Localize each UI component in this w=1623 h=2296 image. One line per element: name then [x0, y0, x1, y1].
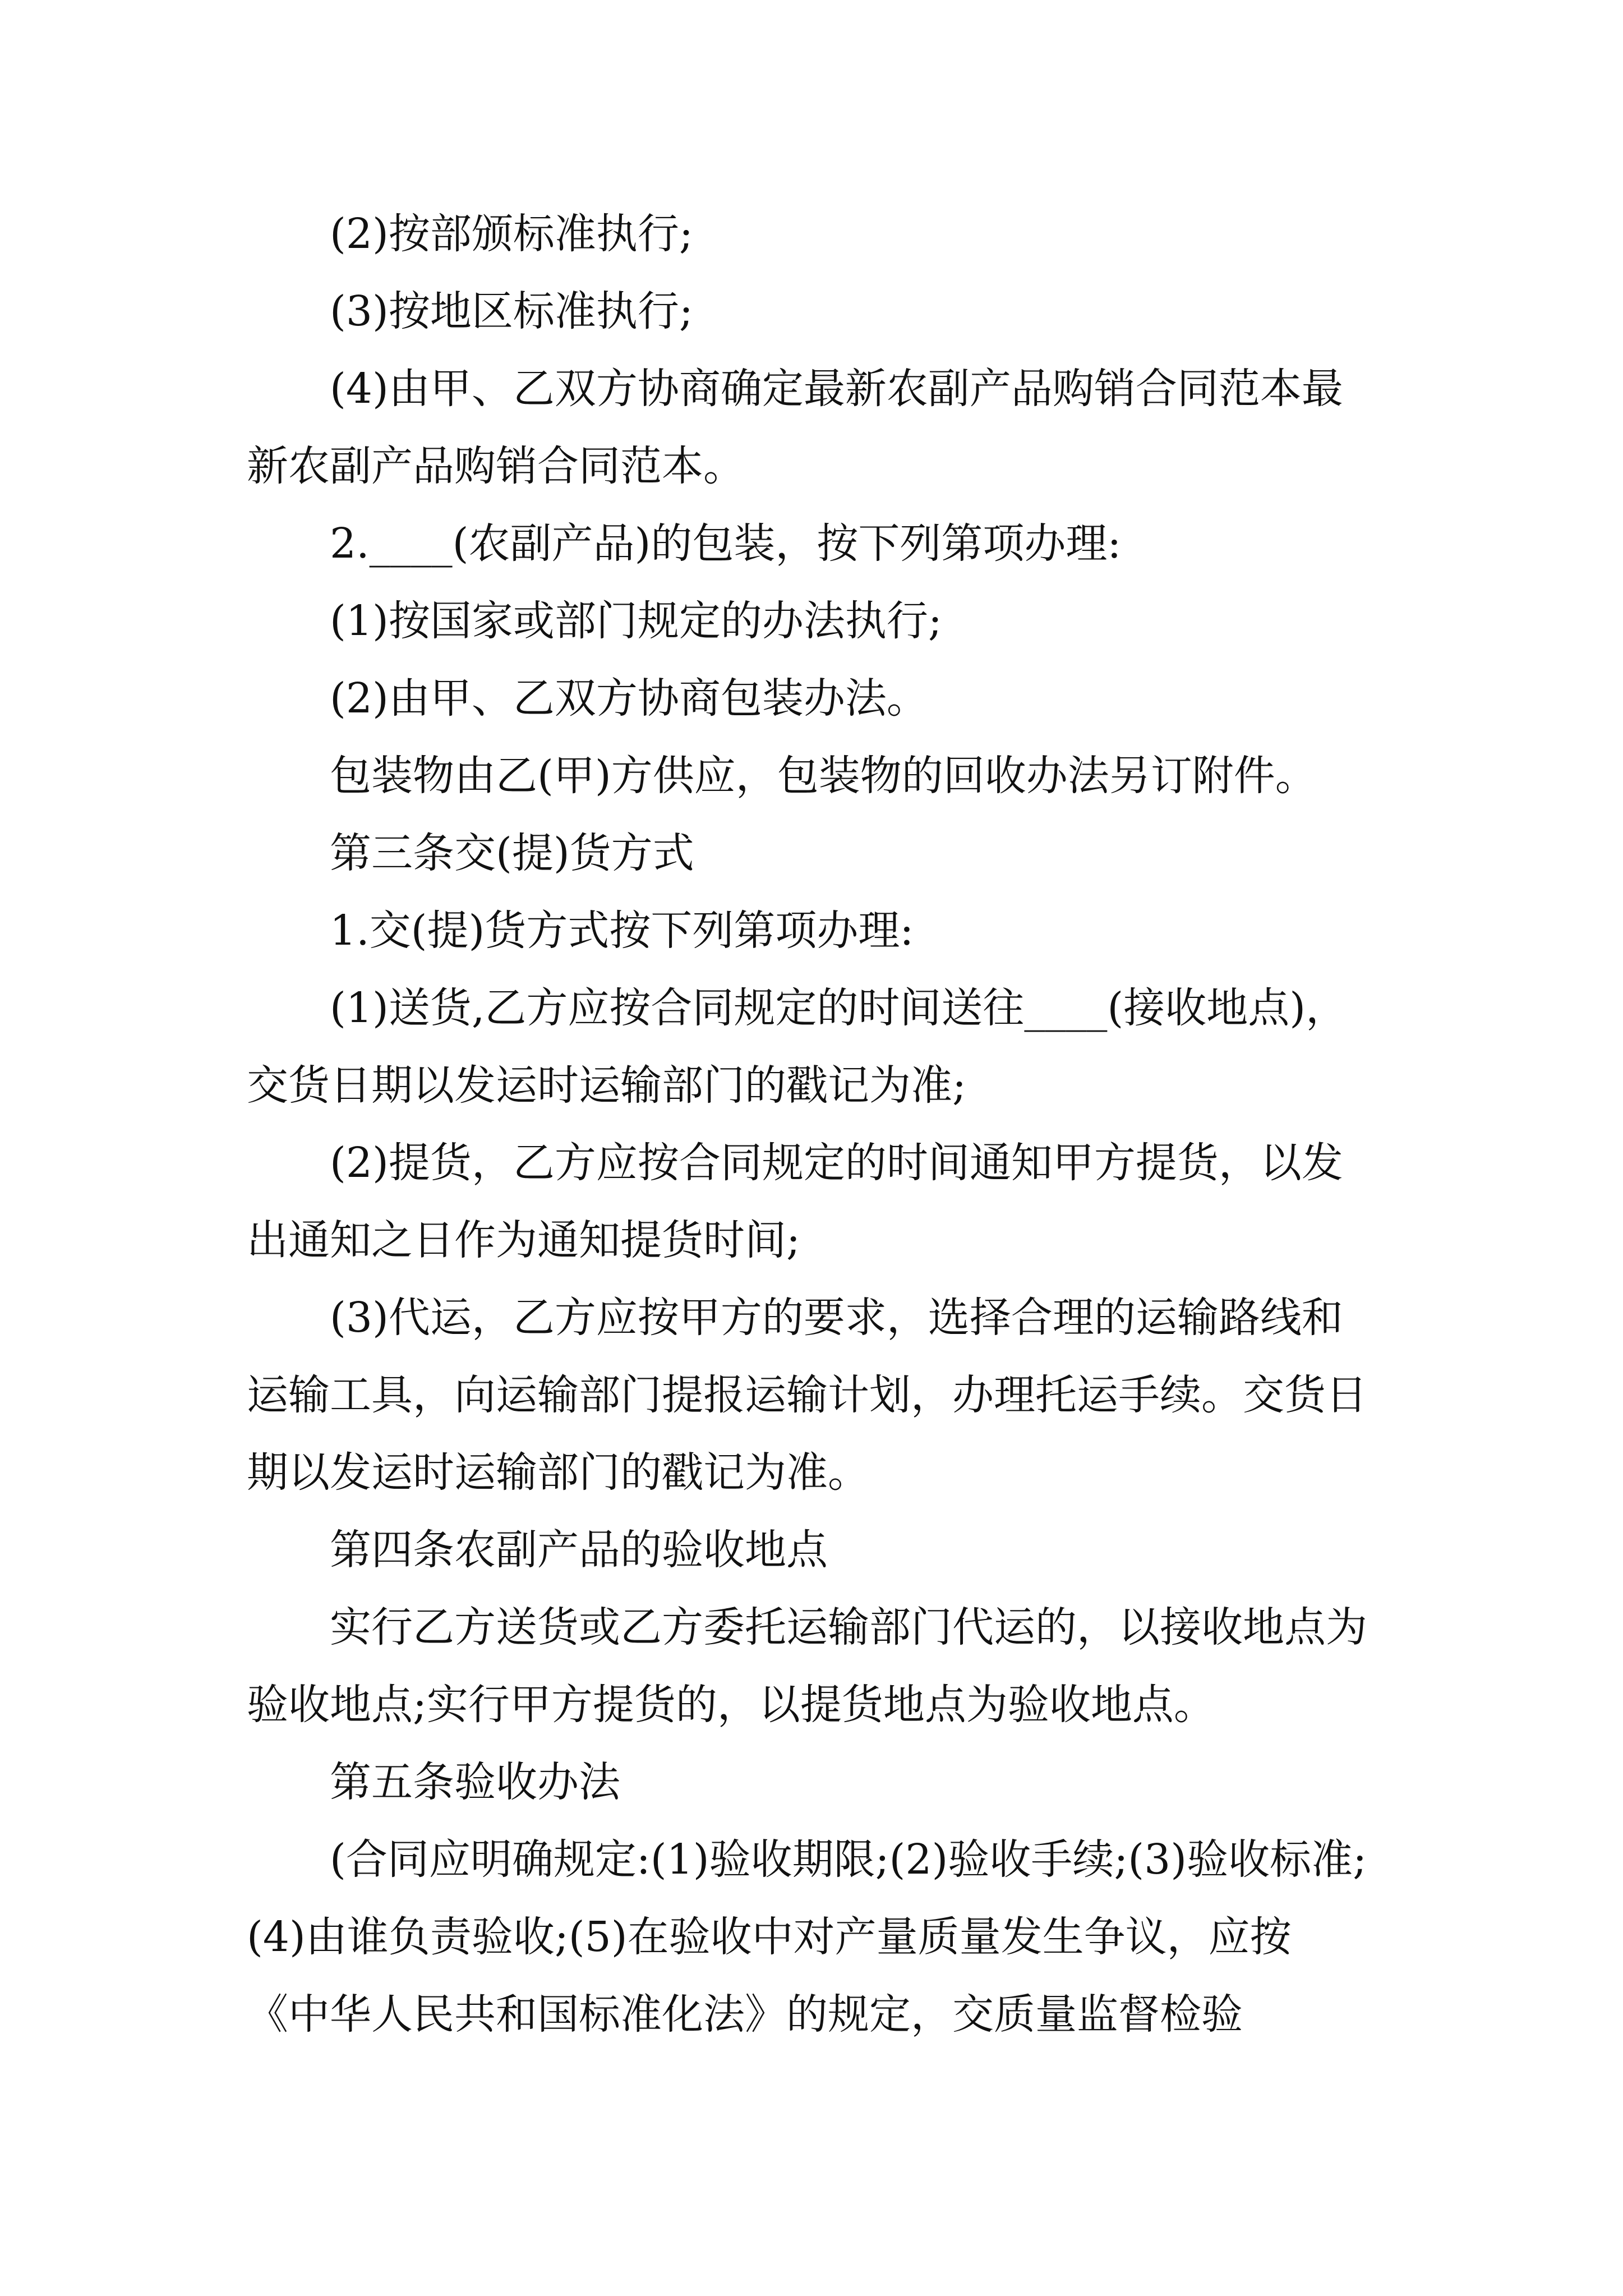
paragraph: 包装物由乙(甲)方供应，包装物的回收办法另订附件。 — [330, 752, 1317, 800]
section-heading: 第五条验收办法 — [330, 1758, 620, 1806]
paragraph: (1)送货,乙方应按合同规定的时间送往____(接收地点)，交货日期以发运时运输部门的戳记为准; — [247, 984, 1348, 1110]
paragraph: 实行乙方送货或乙方委托运输部门代运的，以接收地点为验收地点;实行甲方提货的，以提货地点为验收地点。 — [247, 1603, 1367, 1729]
paragraph: (4)由甲、乙双方协商确定最新农副产品购销合同范本最新农副产品购销合同范本。 — [247, 365, 1343, 490]
paragraph: (2)由甲、乙双方协商包装办法。 — [330, 674, 928, 723]
paragraph: (2)提货，乙方应按合同规定的时间通知甲方提货，以发出通知之日作为通知提货时间; — [247, 1139, 1343, 1264]
paragraph: (1)按国家或部门规定的办法执行; — [330, 597, 942, 645]
paragraph: (3)按地区标准执行; — [330, 287, 693, 335]
paragraph: (2)按部颁标准执行; — [330, 210, 693, 258]
document-body — [247, 195, 1374, 2053]
section-heading: 第三条交(提)货方式 — [330, 829, 694, 877]
paragraph: 2.____(农副产品)的包装，按下列第项办理: — [330, 519, 1122, 568]
paragraph: (3)代运，乙方应按甲方的要求，选择合理的运输路线和运输工具，向运输部门提报运输计划，办理托运手续。交货日期以发运时运输部门的戳记为准。 — [247, 1294, 1367, 1497]
section-heading: 第四条农副产品的验收地点 — [330, 1526, 828, 1574]
paragraph: 1.交(提)货方式按下列第项办理: — [330, 907, 914, 955]
paragraph: (合同应明确规定:(1)验收期限;(2)验收手续;(3)验收标准;(4)由谁负责验收;(5)在验收中对产量质量发生争议，应按《中华人民共和国标准化法》的规定，交质量监督检验 — [247, 1835, 1367, 2039]
